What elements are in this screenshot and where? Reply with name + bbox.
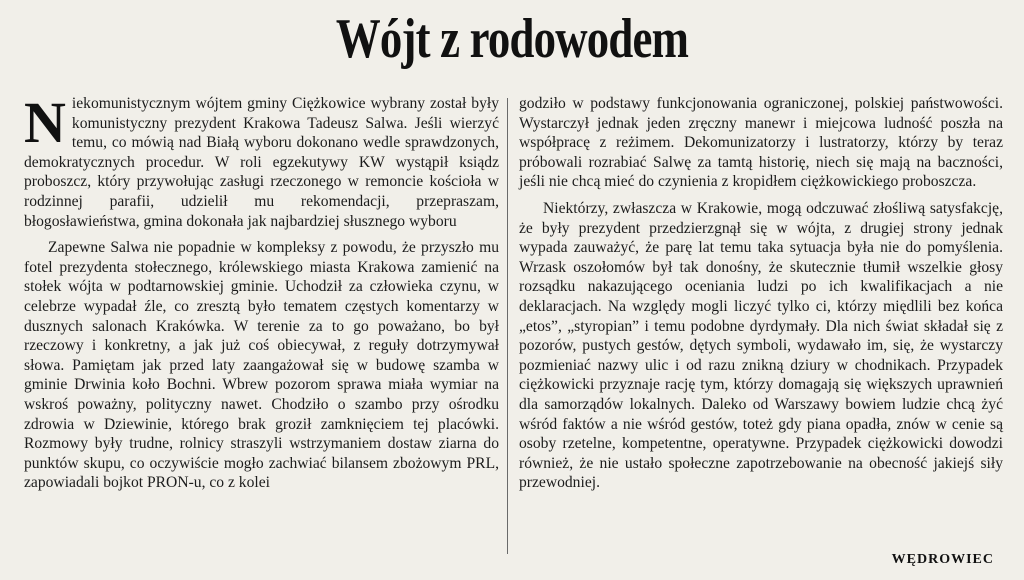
left-column [24, 90, 499, 493]
drop-cap: N [24, 90, 66, 155]
paragraph-2: Zapewne Salwa nie popadnie w kompleksy z powodu, że przyszło mu fotel prezydenta stołecznego, królewskiego miasta Krakowa zamienić na stołek wójta w podtarnowskiej gminie. Uchodził za człowieka czynu, w celebrze wypadał źle, co zresztą było tematem częstych komentarzy w dusznych salonach Krakówka. W terenie za to go poważano, bo był rzeczowy i konkretny, a jak już coś obiecywał, z reguły dotrzymywał słowa. Pamiętam jak przed laty zaangażował się w budowę szamba w gminie Drwinia koło Bochni. Wbrew pozorom sprawa miała wymiar na wskroś poważny, polityczny nawet. Chodziło o szambo przy ośrodku zdrowia w Dziewinie, którego brak groził zamknięciem tej placówki. Rozmowy były trudne, rolnicy straszyli wstrzymaniem dostaw ziarna do punktów skupu, co oczywiście mogło zachwiać bilansem zbożowym PRL, zapowiadali bojkot PRON-u, co z kolei [24, 239, 499, 492]
paragraph-4: Niektórzy, zwłaszcza w Krakowie, mogą odczuwać złośliwą satysfakcję, że były prezydent przedzierzgnął się w wójta, z drugiej strony jednak wypada zauważyć, że parę lat temu taka sytuacja była nie do pomyślenia. Wrzask oszołomów był tak donośny, że skutecznie tłumił wszelkie głosy rozsądku nakazującego oceniania ludzi po ich kwalifikacjach a nie deklaracjach. Na względy mogli liczyć tylko ci, którzy międlili bez końca „etos”, „styropian” i temu podobne dyrdymały. Dla nich świat składał się z pozorów, pustych gestów, dętych symboli, wydawało im, się, że wystarczy pozmieniać nazwy ulic i od razu znikną dziury w chodnikach. Przypadek ciężkowicki przyznaje rację tym, którzy domagają się większych uprawnień dla samorządów lokalnych. Daleko od Warszawy bowiem ludzie chcą żyć wśród faktów a nie wśród gestów, toteż gdy piana opadła, znów w cenie są osoby rzetelne, kompetentne, operatywne. Przypadek ciężkowicki dowodzi również, że nie ustało społeczne zapotrzebowanie na obecność jakiejś siły przewodniej. [519, 199, 1003, 492]
paragraph-1-text: iekomunistycznym wójtem gminy Ciężkowice wybrany został były komunistyczny prezydent Krakowa Tadeusz Salwa. Jeśli wierzyć temu, co mówią nad Białą wyboru dokonano wedle sprawdzonych, demokratycznych procedur. W roli egzekutywy KW wystąpił ksiądz proboszcz, który przywołując zasługi rzeczonego w remoncie kościoła w rodzinnej parafii, udzielił mu rekomendacji, przepraszam, błogosławieństwa, gmina dokonała jak najbardziej słusznego wyboru [24, 95, 499, 230]
column-divider [507, 98, 508, 554]
right-column [519, 94, 1003, 493]
paragraph-3: godziło w podstawy funkcjonowania ograniczonej, polskiej państwowości. Wystarczył jednak jeden zręczny manewr i miejcowa ludność poszła na współpracę z reżimem. Dekomunizatorzy i lustratorzy, którzy by teraz próbowali rozrabiać Salwę za tamtą historię, niech się mają na baczności, jeśli nie chcą mieć do czynienia z kropidłem ciężkowickiego proboszcza. [519, 95, 1003, 191]
headline: Wójt z rodowodem [335, 8, 689, 70]
author-signature: WĘDROWIEC [891, 552, 994, 567]
paragraph-1 [24, 90, 499, 231]
